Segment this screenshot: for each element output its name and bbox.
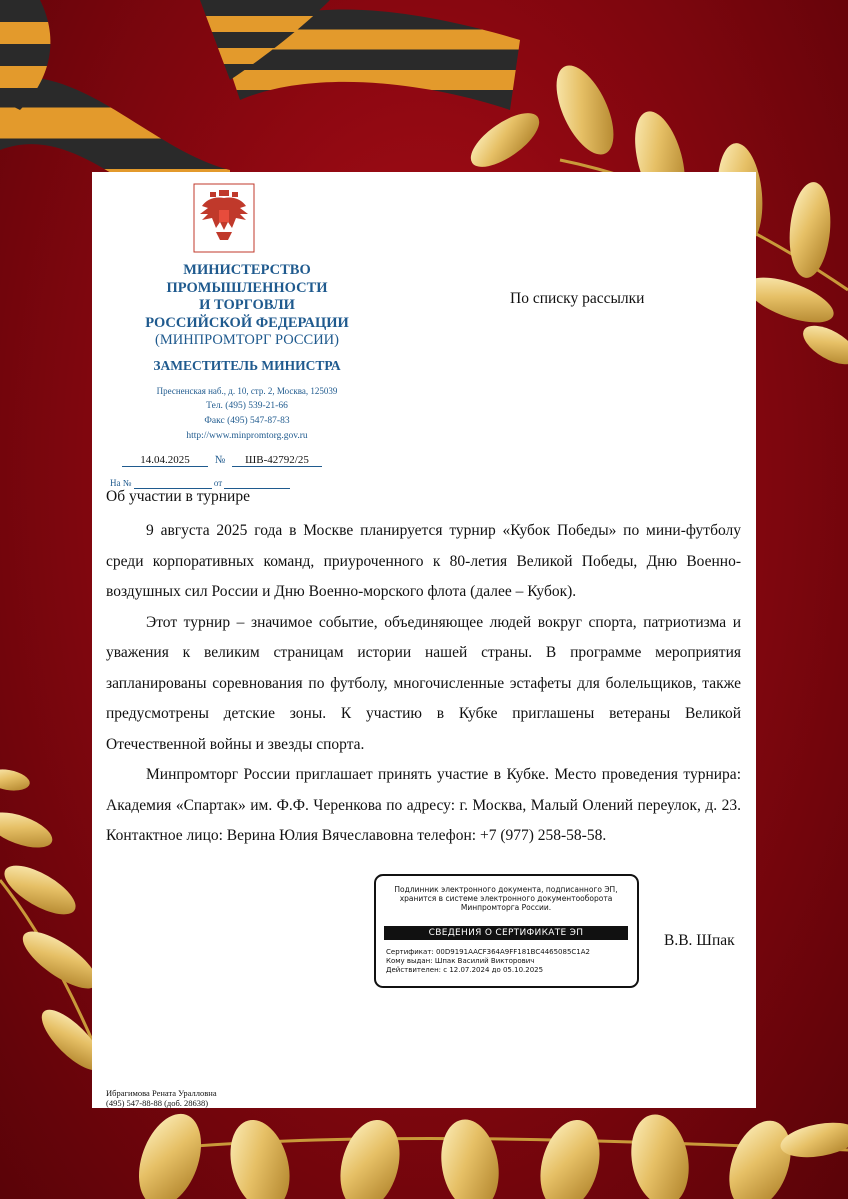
body-paragraph: Минпромторг России приглашает принять участие в Кубке. Место проведения турнира: Академия «Спартак» им. Ф.Ф. Черенкова по адресу: г. Москва, Малый Олений переулок, д. 23. Контактное лицо: Верина Юлия Вячеславовна телефон: +7 (977) 258-58-58. xyxy=(106,766,741,844)
ministry-name-line: МИНИСТЕРСТВО xyxy=(183,262,311,278)
reference-number-label: На № xyxy=(110,478,132,488)
reference-from-label: от xyxy=(213,478,223,488)
stamp-details xyxy=(386,948,630,975)
registration-number: ШВ-42792/25 xyxy=(232,454,322,467)
registration-date: 14.04.2025 xyxy=(122,454,208,467)
ministry-address: Пресненская наб., д. 10, стр. 2, Москва, 125039 xyxy=(156,386,338,396)
registration-line xyxy=(122,454,322,467)
stamp-valid: Действителен: с 12.07.2024 до 05.10.2025 xyxy=(386,966,544,974)
stamp-certificate: Сертификат: 00D9191AACF364A9FF181BC4465085C1A2 xyxy=(386,948,590,956)
body-paragraph: Этот турнир – значимое событие, объединяющее людей вокруг спорта, патриотизма и уважения к великим страницам истории нашей страны. В программе мероприятия запланированы соревнования по футболу, многочисленные эстафеты для болельщиков, также предусмотрены детские зоны. К участию в Кубке приглашены ветераны Великой Отечественной войны и звезды спорта. xyxy=(106,613,741,753)
ministry-name-line: ПРОМЫШЛЕННОСТИ xyxy=(166,279,328,296)
ministry-contacts xyxy=(92,384,402,444)
deputy-minister-title: ЗАМЕСТИТЕЛЬ МИНИСТРА xyxy=(153,358,341,373)
ministry-name-line: И ТОРГОВЛИ xyxy=(199,297,295,313)
letter-body xyxy=(106,516,741,852)
registration-number-label: № xyxy=(214,454,226,466)
ministry-fax: Факс (495) 547-87-83 xyxy=(204,416,290,426)
ministry-short-name: (МИНПРОМТОРГ РОССИИ) xyxy=(155,332,339,348)
ministry-name-line: РОССИЙСКОЙ ФЕДЕРАЦИИ xyxy=(145,314,349,331)
executor-name: Ибрагимова Рената Уралловна xyxy=(106,1088,217,1098)
laurel-branch-bottom xyxy=(127,1105,848,1199)
stamp-intro: Подлинник электронного документа, подписанного ЭП, хранится в системе электронного документооборота Минпромторга России. xyxy=(394,885,618,912)
ministry-website: http://www.minpromtorg.gov.ru xyxy=(186,431,308,441)
ministry-name xyxy=(92,262,402,350)
executor-info xyxy=(106,1088,217,1108)
coat-of-arms-icon xyxy=(192,182,256,254)
electronic-signature-stamp xyxy=(374,874,639,988)
body-paragraph: 9 августа 2025 года в Москве планируется турнир «Кубок Победы» по мини-футболу среди корпоративных команд, приуроченного к 80-летия Великой Победы, Дню Военно-воздушных сил России и Дню Военно-морского флота (далее – Кубок). xyxy=(106,522,741,600)
recipient: По списку рассылки xyxy=(510,290,645,307)
stamp-header: СВЕДЕНИЯ О СЕРТИФИКАТЕ ЭП xyxy=(384,926,628,940)
letter-sheet xyxy=(92,172,756,1108)
signer-name: В.В. Шпак xyxy=(664,932,735,949)
ministry-phone: Тел. (495) 539-21-66 xyxy=(206,401,288,411)
stamp-issued-to: Кому выдан: Шпак Василий Викторович xyxy=(386,957,535,965)
subject-line: Об участии в турнире xyxy=(106,488,250,505)
executor-phone: (495) 547-88-88 (доб. 28638) xyxy=(106,1098,209,1108)
